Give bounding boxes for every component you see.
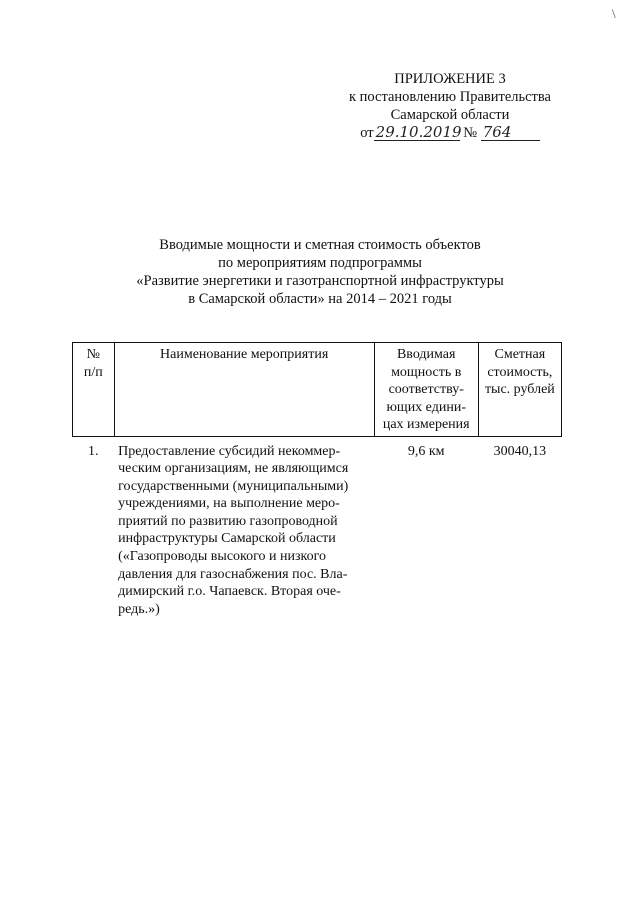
title-line: в Самарской области» на 2014 – 2021 годы: [188, 291, 452, 307]
header-name: Наименование мероприятия: [114, 343, 374, 437]
date-prefix: от: [360, 125, 374, 141]
document-title: [90, 236, 550, 308]
region-name: Самарской области: [390, 107, 510, 123]
table-row: [73, 436, 562, 624]
handwritten-date: 29.10.2019: [375, 123, 462, 141]
row-number: 1.: [88, 443, 99, 459]
date-number-line: [330, 124, 570, 142]
title-line: Вводимые мощности и сметная стоимость объектов: [159, 237, 481, 253]
appendix-header: [330, 70, 570, 142]
header-cost: Сметная стоимость, тыс. рублей: [478, 343, 561, 437]
row-name: Предоставление субсидий некоммер- ческим организациям, не являющимся государственными (муниципальными) учреждениями, на выполнение меро- приятий по развитию газопроводной инфраструктуры Самарской области («Газопроводы высокого и низкого давления для газоснабжения пос. Вла- димирский г.о. Чапаевск. Вторая оче- редь.»): [118, 443, 349, 617]
corner-mark: \: [612, 6, 616, 21]
header-capacity: Вводимая мощность в соответству- ющих едини- цах измерения: [374, 343, 478, 437]
row-cost: 30040,13: [493, 443, 547, 459]
handwritten-number: 764: [481, 125, 540, 141]
appendix-title: ПРИЛОЖЕНИЕ 3: [394, 71, 506, 87]
measures-table: [72, 342, 562, 624]
title-line: «Развитие энергетики и газотранспортной инфраструктуры: [136, 273, 504, 289]
row-capacity: 9,6 км: [407, 443, 445, 459]
title-line: по мероприятиям подпрограммы: [218, 255, 422, 271]
header-number: № п/п: [73, 343, 115, 437]
table-header-row: [73, 343, 562, 437]
number-prefix: №: [463, 125, 478, 141]
resolution-reference: к постановлению Правительства: [349, 89, 551, 105]
